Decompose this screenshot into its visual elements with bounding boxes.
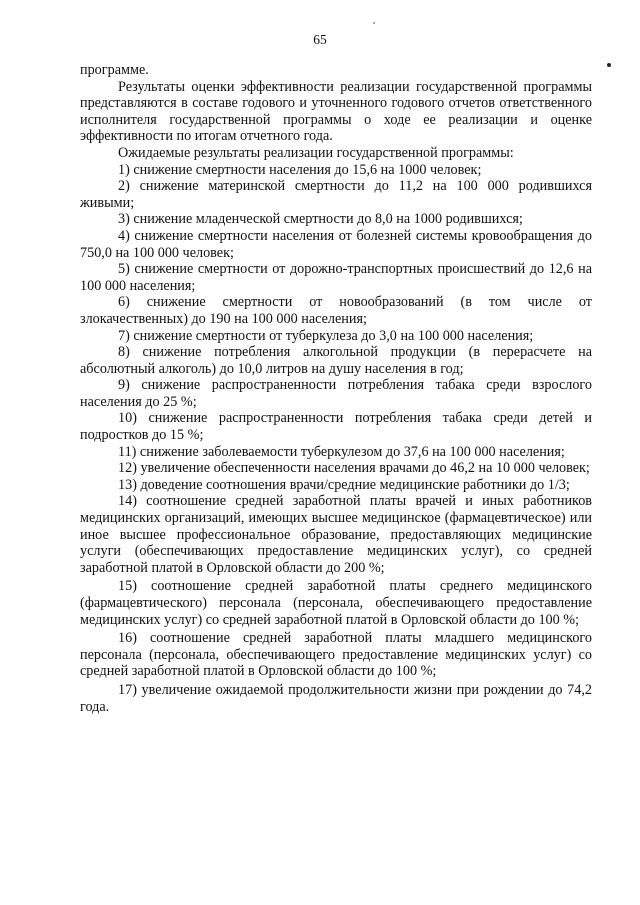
page-number: 65: [313, 32, 327, 47]
list-item: 5) снижение смертности от дорожно-транспортных происшествий до 12,6 на 100 000 населения;: [80, 261, 592, 294]
list-item: 7) снижение смертности от туберкулеза до 3,0 на 100 000 населения;: [118, 327, 534, 344]
list-item: 9) снижение распространенности потребления табака среди взрослого населения до 25 %;: [80, 377, 592, 410]
paragraph: программе.: [80, 62, 149, 78]
paragraph: Результаты оценки эффективности реализации государственной программы представляются в составе годового и уточненного годового отчетов ответственного исполнителя государственной программы о ходе ее реализации и оценке эффективности по итогам отчетного года.: [80, 78, 592, 145]
document-body: [80, 62, 592, 715]
list-item: 13) доведение соотношения врачи/средние медицинские работники до 1/3;: [118, 476, 570, 493]
list-item: 4) снижение смертности населения от болезней системы кровообращения до 750,0 на 100 000 человек;: [80, 227, 592, 261]
paragraph: Ожидаемые результаты реализации государственной программы:: [118, 144, 514, 161]
list-item: 14) соотношение средней заработной платы врачей и иных работников медицинских организаций, имеющих высшее медицинское (фармацевтическое) или иное высшее профессиональное образование, предоставляющих медицинские услуги (обеспечивающих предоставление медицинских услуг), со средней заработной платой в Орловской области до 200 %;: [80, 493, 592, 576]
list-item: 3) снижение младенческой смертности до 8,0 на 1000 родившихся;: [118, 211, 523, 228]
list-item: 10) снижение распространенности потребления табака среди детей и подростков до 15 %;: [80, 410, 592, 444]
list-item: 16) соотношение средней заработной платы младшего медицинского персонала (персонала, обеспечивающего предоставление медицинских услуг) со средней заработной платой в Орловской области до 100 %;: [80, 630, 592, 680]
list-item: 8) снижение потребления алкогольной продукции (в перерасчете на абсолютный алкоголь) до 10,0 литров на душу населения в год;: [80, 344, 592, 377]
list-item: 17) увеличение ожидаемой продолжительности жизни при рождении до 74,2 года.: [80, 681, 592, 715]
list-item: 15) соотношение средней заработной платы среднего медицинского (фармацевтического) персонала (персонала, обеспечивающего предоставление медицинских услуг) со средней заработной платой в Орловской области до 100 %;: [80, 578, 592, 628]
list-item: 6) снижение смертности от новообразований (в том числе от злокачественных) до 190 на 100 000 населения;: [80, 294, 592, 327]
list-item: 1) снижение смертности населения до 15,6 на 1000 человек;: [118, 161, 482, 178]
list-item: 11) снижение заболеваемости туберкулезом до 37,6 на 100 000 населения;: [118, 443, 565, 460]
scan-speck: [607, 63, 611, 67]
list-item: 12) увеличение обеспеченности населения врачами до 46,2 на 10 000 человек;: [118, 460, 590, 477]
scan-speck: [373, 22, 375, 24]
list-item: 2) снижение материнской смертности до 11,2 на 100 000 родившихся живыми;: [80, 178, 592, 211]
